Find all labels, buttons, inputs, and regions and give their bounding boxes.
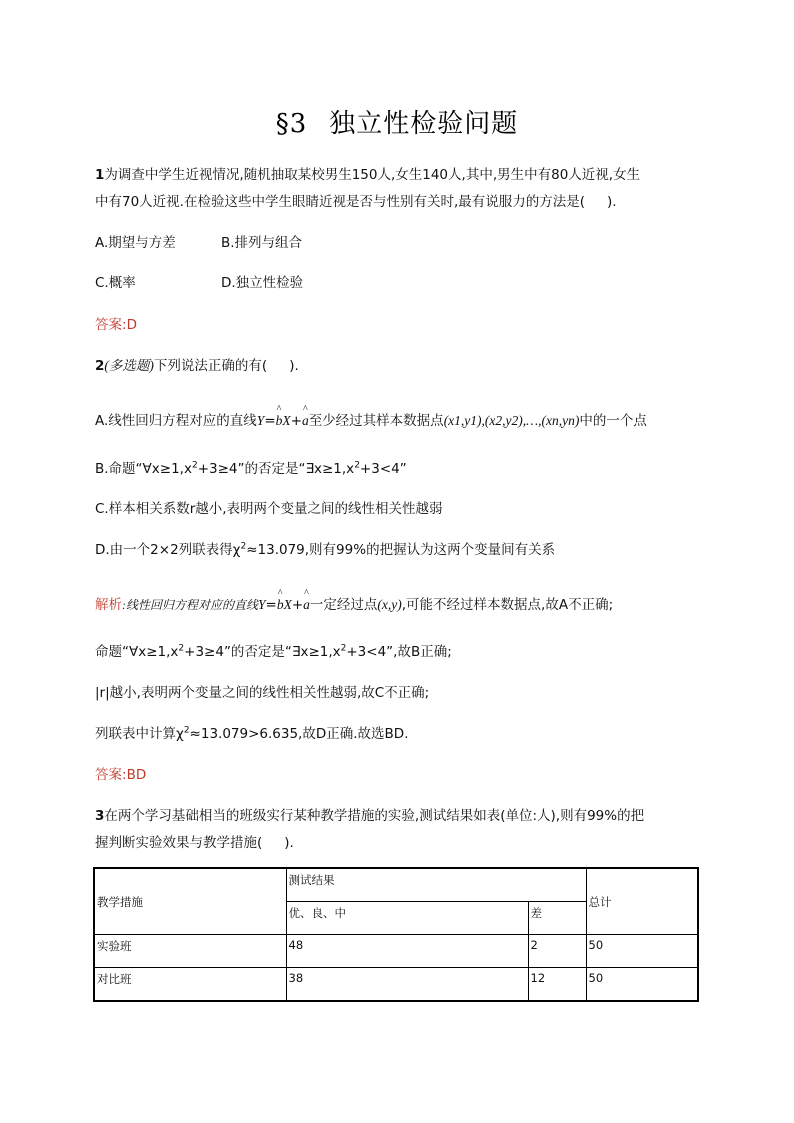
q2-opt-b-2: +3≥4”的否定是“∃x≥1,x xyxy=(197,461,355,477)
section-number: §3 xyxy=(275,109,308,139)
q3-text-2-end: ). xyxy=(284,835,294,851)
q1-option-a: A.期望与方差 xyxy=(95,235,176,251)
q3-text-1: 在两个学习基础相当的班级实行某种教学措施的实验,测试结果如表(单位:人),则有99%的把 xyxy=(104,808,645,824)
q2-opt-d-2: ≈13.079,则有99%的把握认为这两个变量间有关系 xyxy=(246,542,556,558)
q2-an1-eq: = xyxy=(265,597,277,613)
q1-text-2: 中有70人近视.在检验这些中学生眼睛近视是否与性别有关时,最有说服力的方法是( xyxy=(95,194,586,210)
q2-an2-sup-2: 2 xyxy=(340,643,347,654)
q2-opt-a-points: (x1,y1),(x2,y2),…,(xn,yn) xyxy=(443,413,580,428)
page-title xyxy=(0,103,794,140)
row-good: 38 xyxy=(286,968,528,1002)
q2-option-b xyxy=(95,457,407,477)
q2-stem-text: 下列说法正确的有( xyxy=(153,358,268,374)
contingency-table xyxy=(93,867,699,1002)
q2-opt-a-x: X xyxy=(282,413,291,428)
row-good: 48 xyxy=(286,935,528,968)
q2-option-a xyxy=(95,409,647,429)
q2-analysis-line-2 xyxy=(95,640,452,660)
q2-opt-a-pre: A.线性回归方程对应的直线 xyxy=(95,413,257,429)
q2-an1-x: X xyxy=(283,597,292,612)
q2-opt-a-y: Y xyxy=(256,413,265,428)
row-total: 50 xyxy=(586,968,698,1002)
q2-an1-a-hat: ^ a xyxy=(303,597,310,613)
q1-option-d: D.独立性检验 xyxy=(221,275,304,291)
q2-analysis-line-3: |r|越小,表明两个变量之间的线性相关性越弱,故C不正确; xyxy=(95,685,430,701)
q2-tag: (多选题) xyxy=(104,358,154,373)
q1-text-1: 为调查中学生近视情况,随机抽取某校男生150人,女生140人,其中,男生中有80人近视,女生 xyxy=(104,167,641,183)
q2-stem-end: ). xyxy=(289,358,299,374)
q2-answer-value: BD xyxy=(126,767,147,783)
q2-an2-c: +3<4”,故B正确; xyxy=(346,644,452,660)
analysis-label: 解析 xyxy=(95,597,122,613)
q2-an2-sup-1: 2 xyxy=(178,643,185,654)
q1-option-b: B.排列与组合 xyxy=(221,235,303,251)
q1-answer-value: D xyxy=(126,317,137,333)
q2-answer xyxy=(95,763,146,783)
q2-opt-b-1: B.命题“∀x≥1,x xyxy=(95,461,192,477)
header-bad: 差 xyxy=(528,902,586,935)
q2-an1-b-hat: ^ b xyxy=(277,597,284,613)
q3-line-2 xyxy=(95,831,294,851)
q2-opt-a-b-hat: ^ b xyxy=(276,413,283,429)
q2-analysis-line-4 xyxy=(95,722,408,742)
q2-an4-sup: 2 xyxy=(183,725,190,736)
q2-opt-a-eq: = xyxy=(264,413,276,429)
row-name: 对比班 xyxy=(94,968,286,1002)
q2-opt-a-a-hat: ^ a xyxy=(302,413,309,429)
q2-opt-b-sup-1: 2 xyxy=(191,460,198,471)
q1-line-1 xyxy=(95,163,640,183)
q2-option-c: C.样本相关系数r越小,表明两个变量之间的线性相关性越弱 xyxy=(95,501,443,517)
q2-an1-point: (x,y) xyxy=(377,597,402,612)
header-measure: 教学措施 xyxy=(94,868,286,935)
q2-opt-a-plus: + xyxy=(290,413,302,429)
q3-number: 3 xyxy=(95,808,105,824)
header-result: 测试结果 xyxy=(286,868,586,902)
q2-opt-a-post: 中的一个点 xyxy=(579,413,647,429)
q1-option-c: C.概率 xyxy=(95,275,136,291)
header-good: 优、良、中 xyxy=(286,902,528,935)
q2-an4-a: 列联表中计算χ xyxy=(95,726,184,742)
q2-an2-b: +3≥4”的否定是“∃x≥1,x xyxy=(184,644,341,660)
q2-analysis-line-1 xyxy=(95,593,613,613)
q3-text-2: 握判断实验效果与教学措施( xyxy=(95,835,263,851)
q2-an1-c: ,可能不经过样本数据点,故A不正确; xyxy=(401,597,614,613)
table-row xyxy=(94,968,698,1002)
row-bad: 2 xyxy=(528,935,586,968)
q1-answer xyxy=(95,313,137,333)
q2-opt-d-sup: 2 xyxy=(240,541,247,552)
q1-options-row-1 xyxy=(95,231,303,251)
q2-stem xyxy=(95,354,299,374)
q2-option-d xyxy=(95,538,555,558)
q2-an1-y: Y xyxy=(258,597,266,612)
q2-an4-b: ≈13.079>6.635,故D正确.故选BD. xyxy=(189,726,409,742)
row-name: 实验班 xyxy=(94,935,286,968)
q3-line-1 xyxy=(95,804,644,824)
q2-number: 2 xyxy=(95,358,105,374)
section-title: 独立性检验问题 xyxy=(329,109,519,139)
q1-text-2-end: ). xyxy=(607,194,617,210)
q2-opt-b-3: +3<4” xyxy=(359,461,407,477)
q2-an1-a: :线性回归方程对应的直线 xyxy=(122,598,258,612)
row-bad: 12 xyxy=(528,968,586,1002)
q1-options-row-2 xyxy=(95,271,304,291)
q2-opt-b-sup-2: 2 xyxy=(354,460,360,471)
q2-opt-a-mid: 至少经过其样本数据点 xyxy=(308,413,444,429)
row-total: 50 xyxy=(586,935,698,968)
q2-an2-a: 命题“∀x≥1,x xyxy=(95,644,179,660)
header-total: 总计 xyxy=(586,868,698,935)
q2-an1-b: 一定经过点 xyxy=(309,597,378,613)
table-row xyxy=(94,935,698,968)
q1-number: 1 xyxy=(95,167,105,183)
q2-answer-label: 答案: xyxy=(95,767,127,783)
q2-opt-d-1: D.由一个2×2列联表得χ xyxy=(95,542,241,558)
q2-an1-plus: + xyxy=(291,597,304,613)
table-header-row-1 xyxy=(94,868,698,902)
q1-answer-label: 答案: xyxy=(95,317,127,333)
q1-line-2 xyxy=(95,190,617,210)
